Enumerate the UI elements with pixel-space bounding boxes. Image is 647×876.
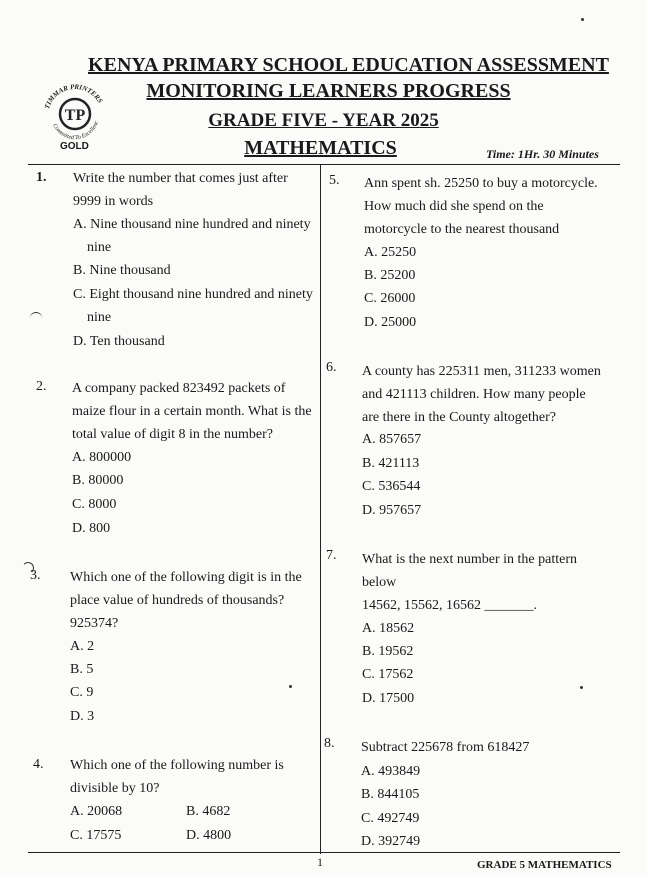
option-a[interactable]: A. 18562 xyxy=(362,621,415,636)
option-b[interactable]: B. 4682 xyxy=(186,804,231,819)
question-line: place value of hundreds of thousands? xyxy=(70,593,285,608)
option-c[interactable]: C. 26000 xyxy=(364,291,416,306)
footer-label: GRADE 5 MATHEMATICS xyxy=(477,859,612,871)
grade-year-title: GRADE FIVE - YEAR 2025 xyxy=(208,110,439,131)
printer-logo-icon xyxy=(40,82,110,142)
question-line: How much did she spend on the xyxy=(364,199,544,214)
question-text xyxy=(362,360,610,429)
time-allowed: Time: 1Hr. 30 Minutes xyxy=(486,147,599,161)
subject-title: MATHEMATICS xyxy=(244,137,397,159)
scan-speck xyxy=(289,685,292,688)
question-text xyxy=(362,548,608,617)
page-number: 1 xyxy=(317,855,323,869)
question-line: Write the number that comes just after xyxy=(73,171,288,186)
question-number: 5. xyxy=(329,173,340,188)
question-line: below xyxy=(362,575,397,590)
option-c[interactable]: C. Eight thousand nine hundred and ninety xyxy=(73,287,313,302)
question-line: 14562, 15562, 16562 _______. xyxy=(362,598,537,613)
option-d[interactable]: D. 3 xyxy=(70,709,95,724)
logo-bottom-text: Committed To Excellenc xyxy=(51,120,101,142)
svg-text:TIMMAR PRINTERS xyxy=(43,83,104,110)
option-a[interactable]: A. Nine thousand nine hundred and ninety xyxy=(73,217,311,232)
logo-top-text: TIMMAR PRINTERS xyxy=(43,82,105,110)
footer-divider xyxy=(28,852,620,853)
question-line: Ann spent sh. 25250 to buy a motorcycle. xyxy=(364,176,598,191)
option-d[interactable]: D. Ten thousand xyxy=(73,334,165,349)
assessment-subtitle: MONITORING LEARNERS PROGRESS xyxy=(146,80,511,102)
option-a[interactable]: A. 25250 xyxy=(364,245,417,260)
scan-mark xyxy=(30,312,42,319)
option-b[interactable]: B. Nine thousand xyxy=(73,263,171,278)
scan-speck xyxy=(580,686,583,689)
option-d[interactable]: D. 800 xyxy=(72,521,111,536)
option-a[interactable]: A. 800000 xyxy=(72,450,132,465)
option-d[interactable]: D. 392749 xyxy=(361,834,421,849)
question-line: Which one of the following number is xyxy=(70,758,284,773)
question-text xyxy=(70,566,315,635)
option-d[interactable]: D. 25000 xyxy=(364,315,417,330)
question-line: and 421113 children. How many people xyxy=(362,387,586,402)
column-divider xyxy=(320,164,321,854)
option-d[interactable]: D. 4800 xyxy=(186,828,232,843)
option-a[interactable]: A. 493849 xyxy=(361,764,421,779)
option-b[interactable]: B. 25200 xyxy=(364,268,416,283)
question-line: 925374? xyxy=(70,616,119,631)
option-d[interactable]: D. 957657 xyxy=(362,503,422,518)
question-line: A company packed 823492 packets of xyxy=(72,381,286,396)
option-a-cont: nine xyxy=(87,240,112,255)
option-a[interactable]: A. 20068 xyxy=(70,804,123,819)
gold-label: GOLD xyxy=(60,141,89,152)
question-line: Subtract 225678 from 618427 xyxy=(361,740,530,755)
option-d[interactable]: D. 17500 xyxy=(362,691,415,706)
question-line: Which one of the following digit is in the xyxy=(70,570,302,585)
option-c-cont: nine xyxy=(87,310,112,325)
question-line: 9999 in words xyxy=(73,194,154,209)
scan-speck xyxy=(581,18,584,21)
option-c[interactable]: C. 8000 xyxy=(72,497,117,512)
header-divider xyxy=(28,164,620,165)
question-number: 2. xyxy=(36,379,47,394)
option-a[interactable]: A. 857657 xyxy=(362,432,422,447)
question-number: 7. xyxy=(326,548,337,563)
question-text xyxy=(72,377,315,446)
question-line: motorcycle to the nearest thousand xyxy=(364,222,560,237)
option-b[interactable]: B. 5 xyxy=(70,662,94,677)
option-c[interactable]: C. 492749 xyxy=(361,811,420,826)
option-c[interactable]: C. 536544 xyxy=(362,479,421,494)
option-c[interactable]: C. 17575 xyxy=(70,828,122,843)
question-line: divisible by 10? xyxy=(70,781,160,796)
option-c[interactable]: C. 9 xyxy=(70,685,94,700)
question-line: A county has 225311 men, 311233 women xyxy=(362,364,601,379)
assessment-title: KENYA PRIMARY SCHOOL EDUCATION ASSESSMENT xyxy=(88,54,609,76)
question-number: 4. xyxy=(33,757,44,772)
question-number: 8. xyxy=(324,736,335,751)
option-b[interactable]: B. 421113 xyxy=(362,456,420,471)
scan-mark xyxy=(22,562,34,574)
option-b[interactable]: B. 80000 xyxy=(72,473,124,488)
question-text xyxy=(361,736,607,759)
question-text xyxy=(364,172,608,241)
option-c[interactable]: C. 17562 xyxy=(362,667,414,682)
question-line: total value of digit 8 in the number? xyxy=(72,427,274,442)
question-number: 6. xyxy=(326,360,337,375)
logo-initials: TP xyxy=(64,107,86,124)
option-b[interactable]: B. 844105 xyxy=(361,787,420,802)
question-text xyxy=(73,167,317,213)
question-line: What is the next number in the pattern xyxy=(362,552,577,567)
question-number: 1. xyxy=(36,170,47,185)
question-line: are there in the County altogether? xyxy=(362,410,556,425)
question-line: maize flour in a certain month. What is the xyxy=(72,404,312,419)
option-a[interactable]: A. 2 xyxy=(70,639,95,654)
question-number: 3. xyxy=(30,568,41,583)
question-text xyxy=(70,754,315,800)
option-b[interactable]: B. 19562 xyxy=(362,644,414,659)
